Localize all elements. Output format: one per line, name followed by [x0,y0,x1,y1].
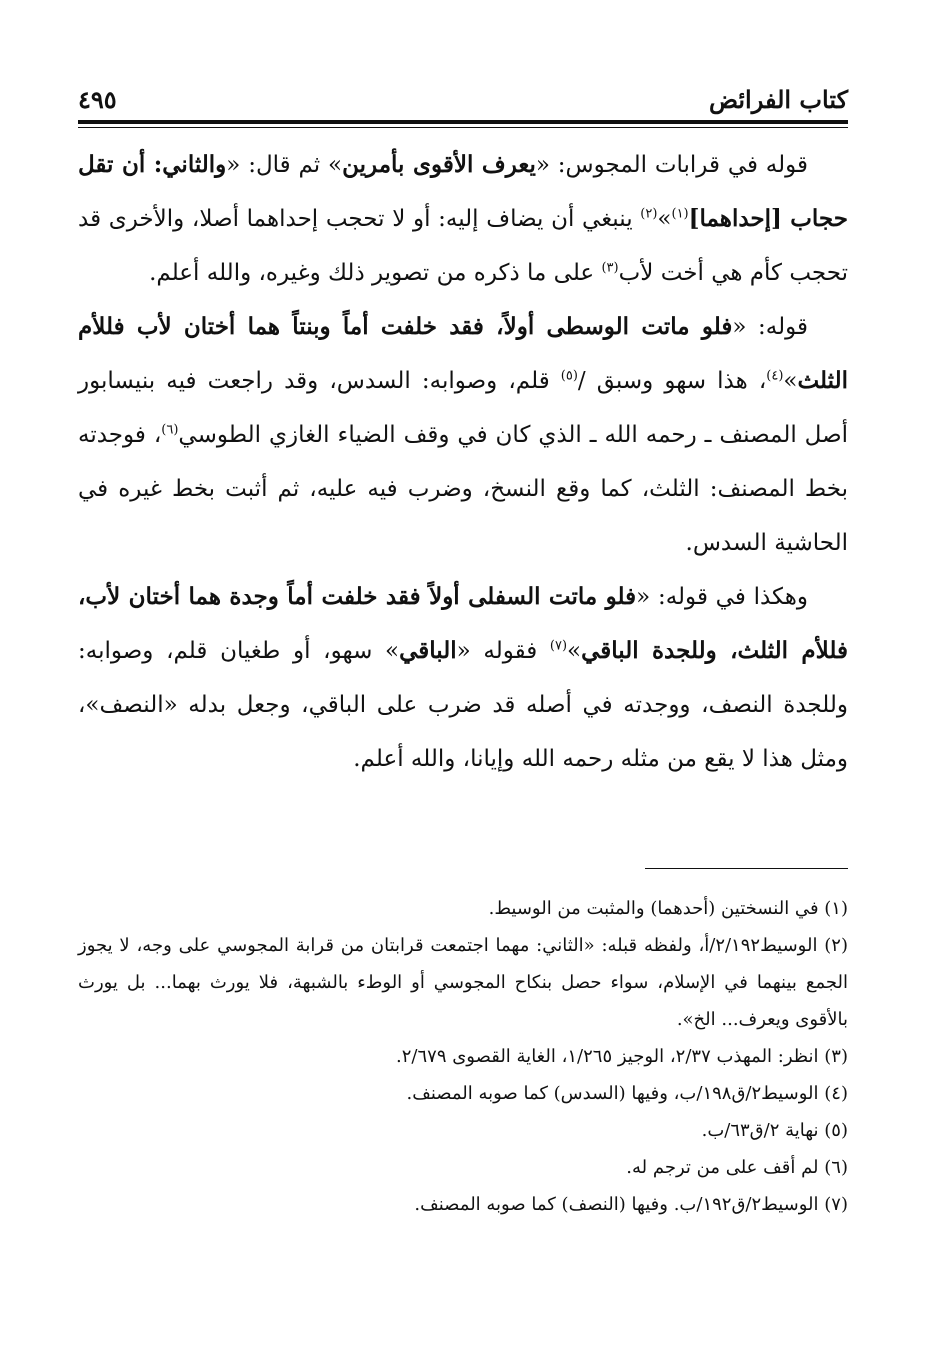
text-run: وهكذا في قوله: « [636,584,808,610]
text-run: قلم، وصوابه: السدس، وقد راجعت فيه بنيسابور أصل المصنف ـ رحمه الله ـ الذي كان في وقف الضياء الغازي الطوسي [78,368,849,448]
main-text [78,138,848,786]
footnote-2: (٢) الوسيط٢/١٩٢/أ، ولفظه قبله: «الثاني: مهما اجتمعت قرابتان من قرابة المجوسي على وجه، لا يجوز الجمع بينهما في الإسلام، سواء حصل بنكاح المجوسي أو الوطء بالشبهة، فلا يورث بهما... بل يورث بالأقوى ويعرف... الخ». [78,935,848,1030]
footnote-separator [645,868,848,869]
footnote-ref: (٣) [601,260,619,276]
running-title: كتاب الفرائض [708,85,848,114]
text-run: » ثم قال: « [226,152,343,178]
footnote-7: (٧) الوسيط٢/ق١٩٢/ب. وفيها (النصف) كما صوبه المصنف. [414,1194,848,1215]
bold-quote: الباقي [399,637,457,664]
bold-quote: فلو ماتت السفلى أولاً فقد خلفت أماً وجدة هما أختان لأب، فللأم الثلث، وللجدة الباقي [78,583,848,664]
text-run: » سهو، أو طغيان قلم، وصوابه: وللجدة النصف، ووجدته في أصله قد ضرب على الباقي، وجعل بدله «النصف»، ومثل هذا لا يقع من مثله رحمه الله وإيانا، والله أعلم. [78,638,848,772]
footnote-5: (٥) نهاية ٢/ق٦٣/ب. [701,1120,848,1141]
text-run: قوله في قرابات المجوس: « [535,152,809,178]
footnote-ref: (٧) [549,638,568,654]
text-run: » [567,638,582,664]
page-header [78,68,848,120]
bold-quote: والثاني: أن تقل حجاب [إحداهما] [78,151,848,232]
footnote-ref: (١) [671,206,689,222]
text-run: ، فوجدته بخط المصنف: الثلث، كما وقع النسخ، وضرب فيه عليه، ثم أثبت بخط غيره في الحاشية السدس. [78,422,848,556]
footnotes [78,890,848,1223]
paragraph-2 [78,300,848,570]
footnote-4: (٤) الوسيط٢/ق١٩٨/ب، وفيها (السدس) كما صوبه المصنف. [406,1083,848,1104]
footnote-ref: (٢) [640,206,658,222]
bold-quote: يعرف الأقوى بأمرين [342,151,536,178]
text-run: ينبغي أن يضاف إليه: أو لا تحجب إحداهما أصلا، والأخرى قد تحجب كأم هي أخت لأب [78,206,848,286]
footnote-6: (٦) لم أقف على من ترجم له. [626,1157,848,1178]
text-run: ، هذا سهو وسبق / [577,368,767,394]
bold-quote: فلو ماتت الوسطى أولاً، فقد خلفت أماً وبنتاً هما أختان لأب فللأم الثلث [78,313,849,394]
paragraph-3 [78,570,848,786]
page-number: ٤٩٥ [78,85,117,114]
text-run: على ما ذكره من تصوير ذلك وغيره، والله أعلم. [149,260,602,286]
header-rule-thin [78,127,848,128]
footnote-ref: (٦) [161,422,179,438]
text-run: فقوله « [456,638,550,664]
footnote-1: (١) في النسختين (أحدهما) والمثبت من الوسيط. [488,898,848,919]
text-run: » [657,206,672,232]
paragraph-1 [78,138,848,300]
text-run: » [783,368,798,394]
footnote-ref: (٥) [560,368,578,384]
footnote-ref: (٤) [766,368,784,384]
text-run: قوله: « [732,314,808,340]
footnote-3: (٣) انظر: المهذب ٢/٣٧، الوجيز ١/٢٦٥، الغاية القصوى ٢/٦٧٩. [396,1046,848,1067]
header-rule-thick [78,120,848,124]
